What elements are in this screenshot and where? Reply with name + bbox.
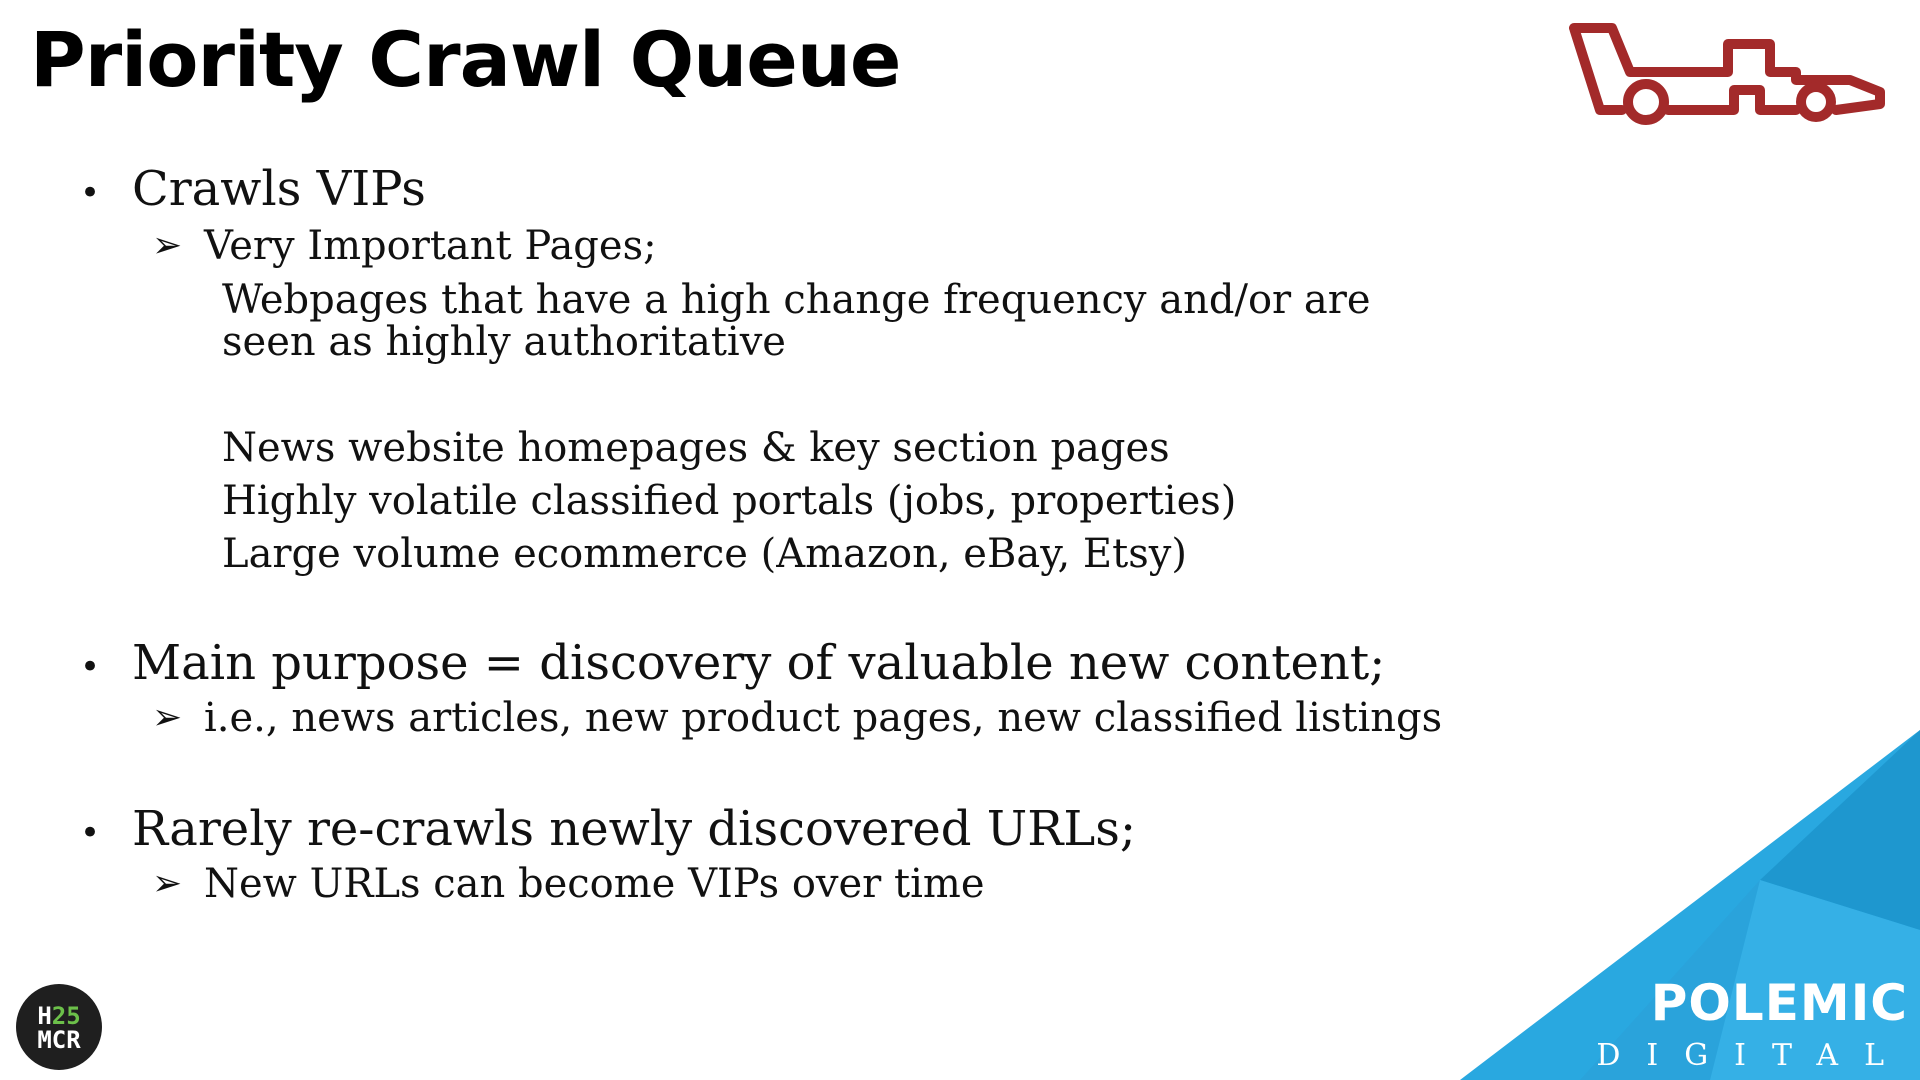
- badge-number: 25: [51, 1002, 81, 1030]
- brand-subtitle: DIGITAL: [1596, 1038, 1910, 1073]
- arrow-bullet-icon: ➢: [152, 697, 183, 738]
- sub-bullet-examples: i.e., news articles, new product pages, new classified listings: [204, 695, 1443, 741]
- race-car-icon: [1560, 10, 1900, 130]
- badge-line-1: [16, 1004, 102, 1028]
- bullet-rarely-recrawls: Rarely re-crawls newly discovered URLs;: [132, 801, 1137, 857]
- arrow-bullet-icon: ➢: [152, 225, 183, 266]
- detail-line: Highly volatile classified portals (jobs, properties): [222, 478, 1237, 524]
- detail-line: News website homepages & key section pages: [222, 425, 1170, 471]
- sub-bullet-new-urls: New URLs can become VIPs over time: [204, 861, 985, 907]
- bullet-marker: •: [80, 647, 101, 687]
- sub-bullet-very-important-pages: Very Important Pages;: [204, 223, 657, 269]
- detail-line: Webpages that have a high change frequency and/or are: [222, 277, 1371, 323]
- slide-title: Priority Crawl Queue: [30, 15, 901, 104]
- bullet-marker: •: [80, 173, 101, 213]
- bullet-main-purpose: Main purpose = discovery of valuable new content;: [132, 635, 1386, 691]
- bullet-marker: •: [80, 813, 101, 853]
- brand-name: POLEMIC: [1650, 974, 1908, 1032]
- detail-line: seen as highly authoritative: [222, 319, 786, 365]
- bullet-crawls-vips: Crawls VIPs: [132, 161, 426, 217]
- detail-line: Large volume ecommerce (Amazon, eBay, Etsy): [222, 531, 1187, 577]
- event-badge-logo: [16, 984, 102, 1070]
- arrow-bullet-icon: ➢: [152, 863, 183, 904]
- badge-line-2: MCR: [37, 1026, 81, 1054]
- badge-letter: H: [37, 1002, 52, 1030]
